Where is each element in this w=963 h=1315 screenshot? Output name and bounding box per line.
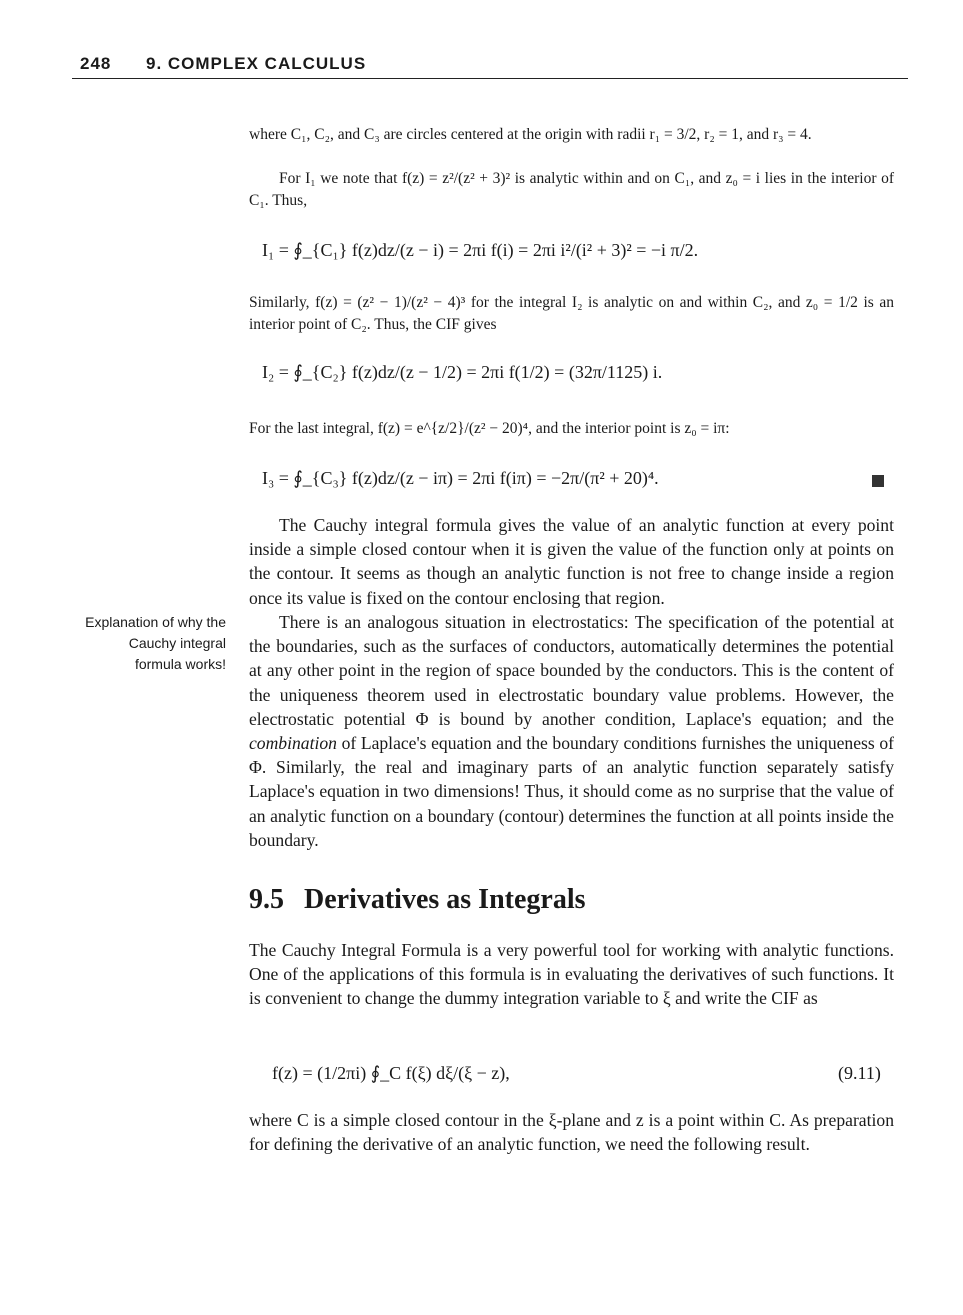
section-heading	[249, 884, 586, 916]
paragraph-radii: where C₁, C₂, and C₃ are circles centered at the origin with radii r₁ = 3/2, r₂ = 1, and r₃ = 4.	[249, 126, 812, 143]
equation-i1: I₁ = ∮_{C₁} f(z)dz/(z − i) = 2πi f(i) = 2πi i²/(i² + 3)² = −i π/2.	[262, 240, 699, 260]
equation-9-11: f(z) = (1/2πi) ∮_C f(ξ) dξ/(ξ − z),	[272, 1063, 510, 1083]
paragraph-electrostatics	[249, 610, 894, 852]
page-number: 248	[80, 54, 112, 73]
paragraph-i2-intro: Similarly, f(z) = (z² − 1)/(z² − 4)³ for the integral I₂ is analytic on and within C₂, and z₀ = 1/2 is an interior point of C₂. Thus, the CIF gives	[249, 294, 894, 333]
paragraph-derivatives-intro: The Cauchy Integral Formula is a very powerful tool for working with analytic functions. One of the applications of this formula is in evaluating the derivatives of such functions. It is convenient to change the dummy integration variable to ξ and write the CIF as	[249, 940, 894, 1009]
page-header	[72, 52, 908, 79]
section-title: Derivatives as Integrals	[304, 884, 586, 915]
section-number: 9.5	[249, 884, 284, 915]
chapter-title: 9. COMPLEX CALCULUS	[146, 54, 367, 73]
text-run: of Laplace's equation and the boundary conditions furnishes the uniqueness of Φ. Similarly, the real and imaginary parts of an analytic function separately satisfy Laplace's equation in two dimensions! Thus, it should come as no surprise that the value of an analytic function on a boundary (contour) determines the function at all points inside the boundary.	[249, 733, 894, 850]
margin-note: Explanation of why the Cauchy integral formula works!	[85, 614, 226, 672]
equation-number: (9.11)	[838, 1063, 881, 1083]
text-run: There is an analogous situation in electrostatics: The specification of the potential at the boundaries, such as the surfaces of conductors, automatically determines the potential at any other point in the region of space bounded by the conductors. This is the content of the uniqueness theorem used in electrostatic boundary value problems. However, the electrostatic potential Φ is bound by another condition, Laplace's equation; and the	[249, 612, 894, 729]
paragraph-i1-intro: For I₁ we note that f(z) = z²/(z² + 3)² is analytic within and on C₁, and z₀ = i lies in the interior of C₁. Thus,	[249, 170, 894, 209]
end-of-example-mark	[872, 475, 884, 487]
paragraph-derivative-prep: where C is a simple closed contour in the ξ-plane and z is a point within C. As preparation for defining the derivative of an analytic function, we need the following result.	[249, 1110, 894, 1155]
paragraph-i3-intro: For the last integral, f(z) = e^{z/2}/(z² − 20)⁴, and the interior point is z₀ = iπ:	[249, 420, 730, 437]
paragraph-cif-meaning: The Cauchy integral formula gives the value of an analytic function at every point inside a simple closed contour when it is given the value of the function only at points on the contour. It seems as though an analytic function is not free to change inside a region once its value is fixed on the contour enclosing that region.	[249, 515, 894, 608]
equation-i3: I₃ = ∮_{C₃} f(z)dz/(z − iπ) = 2πi f(iπ) = −2π/(π² + 20)⁴.	[262, 468, 659, 488]
equation-i2: I₂ = ∮_{C₂} f(z)dz/(z − 1/2) = 2πi f(1/2) = (32π/1125) i.	[262, 362, 663, 382]
emphasis-combination: combination	[249, 733, 337, 754]
